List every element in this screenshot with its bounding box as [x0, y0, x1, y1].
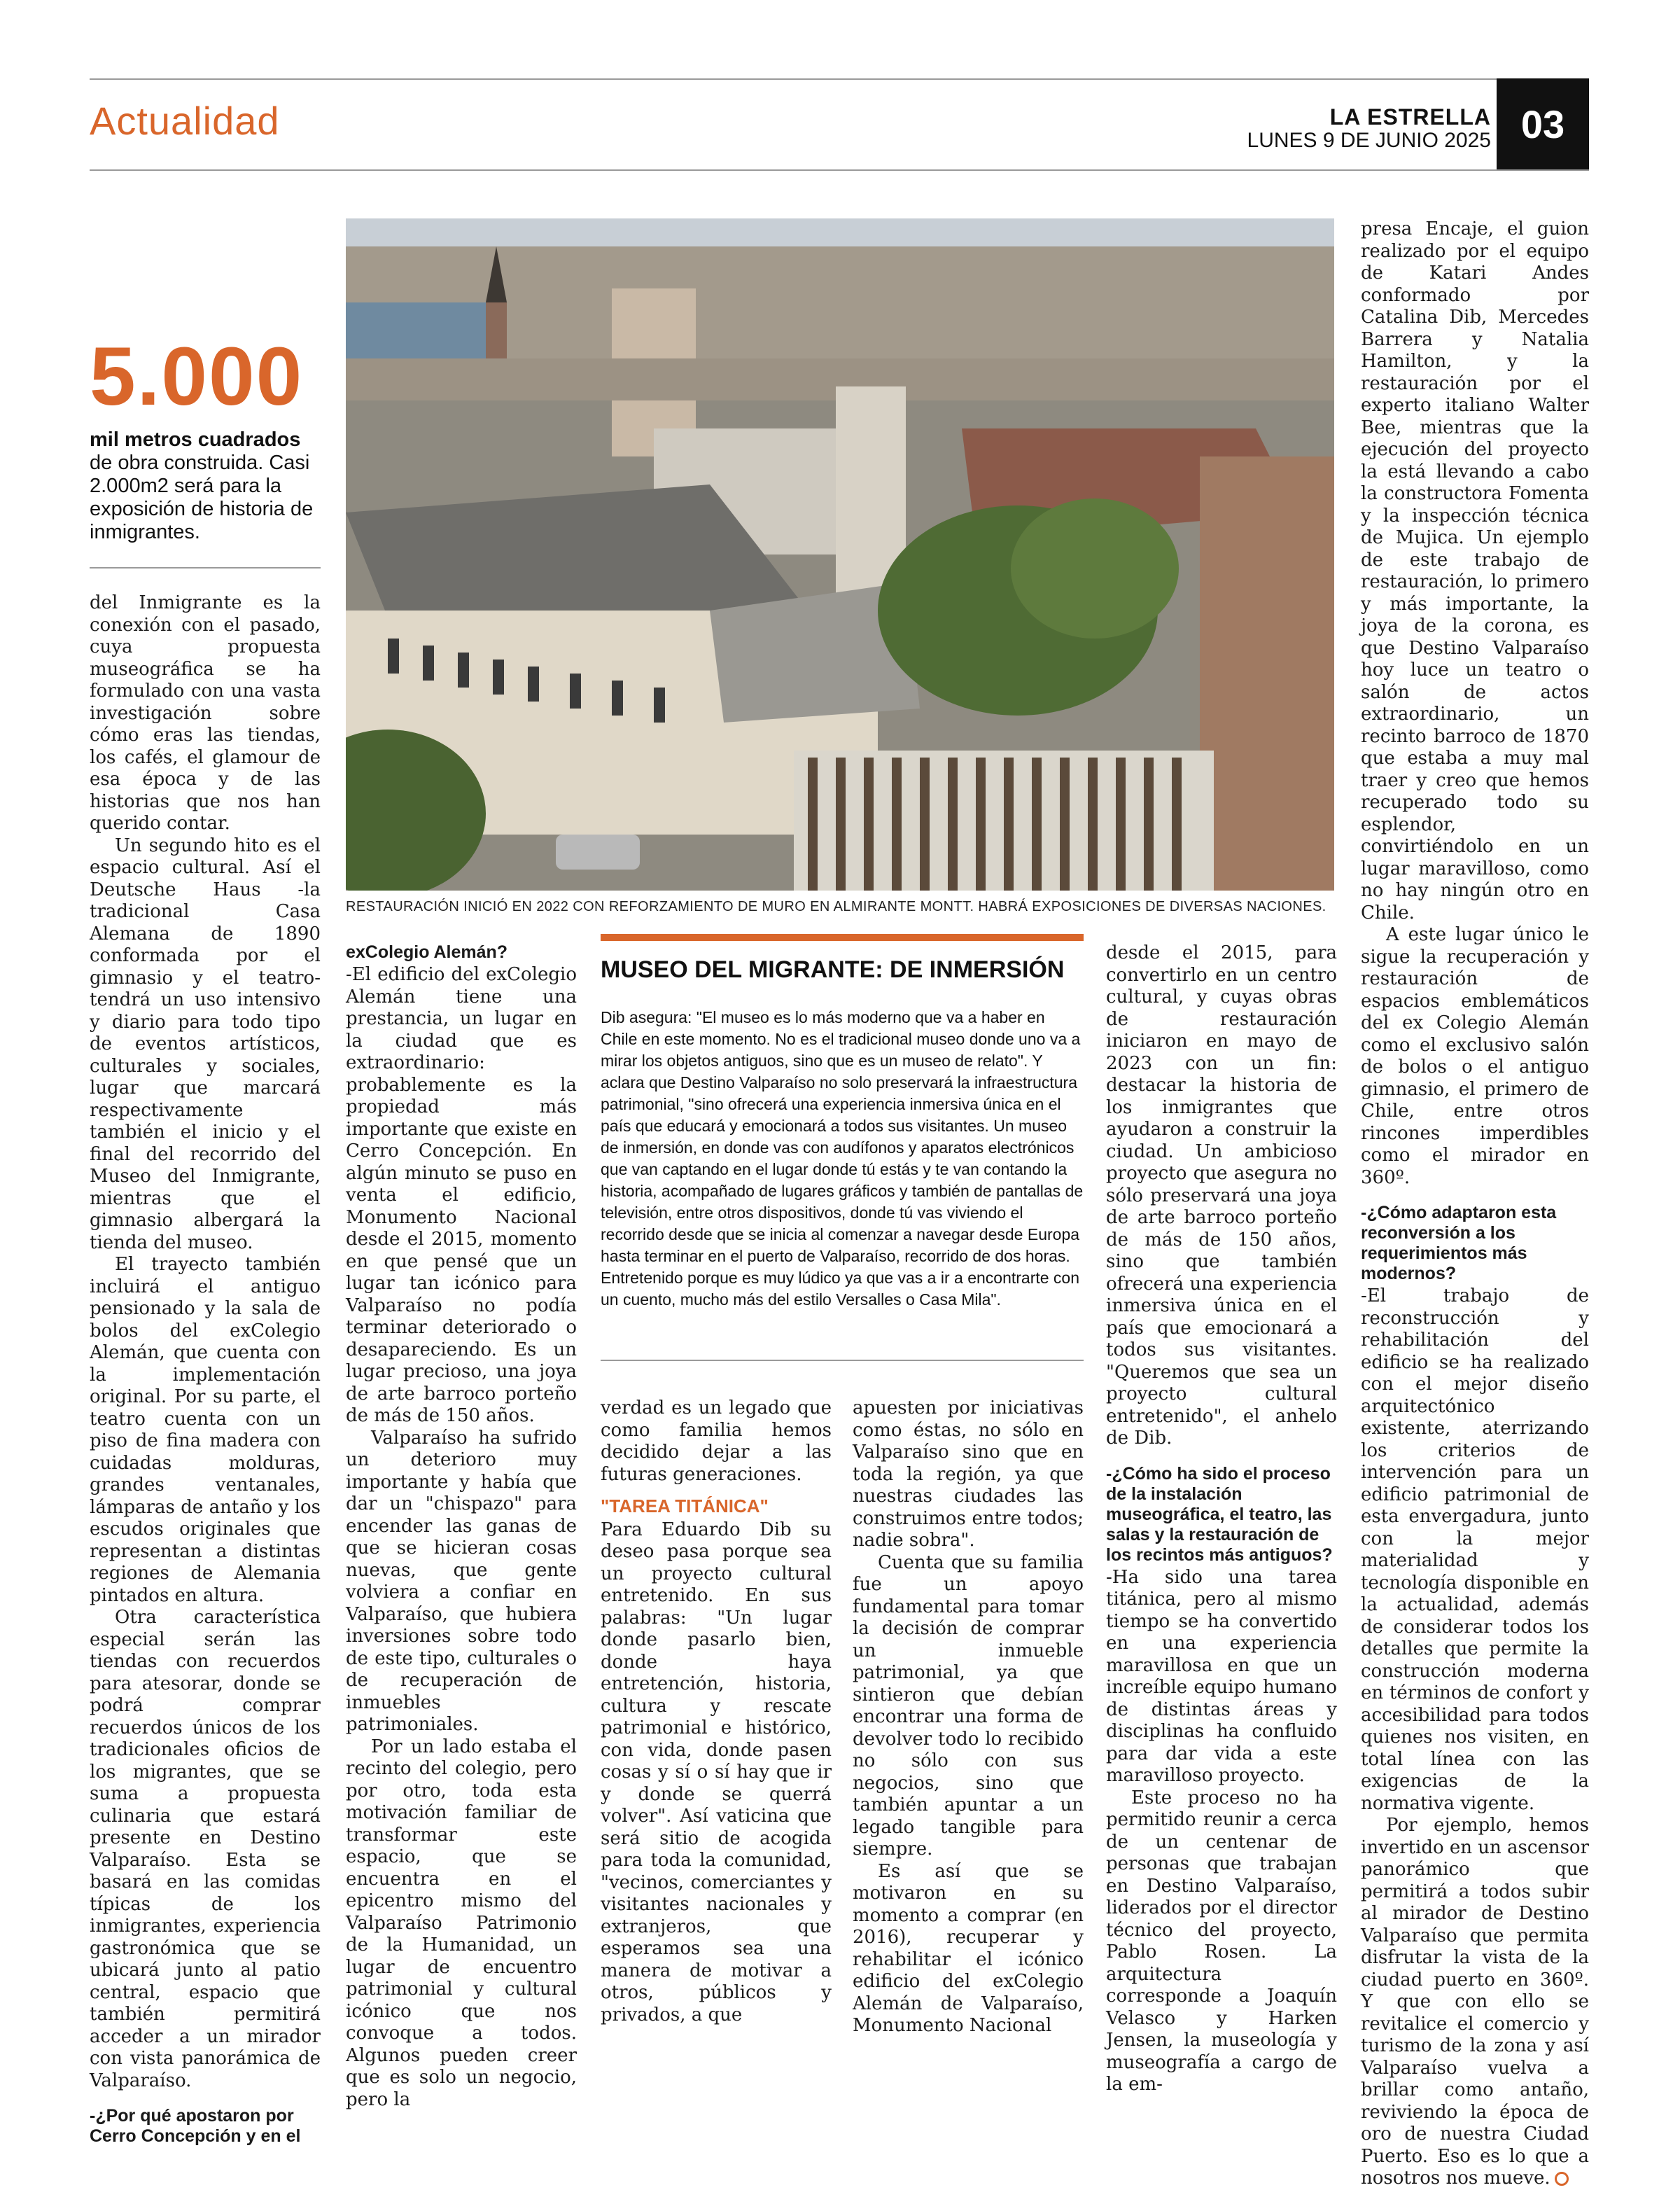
col4-paragraph: Es así que se motivaron en su momento a comprar (en 2016), recuperar y rehabilitar el icónico edificio del exColegio Alemán de Valparaíso, Monumento Nacional [853, 1860, 1084, 2036]
masthead [1247, 105, 1491, 153]
col1-paragraph: del Inmigrante es la conexión con el pasado, cuya propuesta museográfica se ha formulado con una vasta investigación sobre cómo eras las tiendas, los cafés, el glamour de esa época y de las historias que nos han querido contar. [90, 592, 321, 834]
col2-paragraph: -El edificio del exColegio Alemán tiene una prestancia, un lugar en la ciudad que es extraordinario: probablemente es la propiedad más importante que existe en Cerro Concepción. En algún minuto se puso en venta el edificio, Monumento Nacional desde el 2015, momento en que pensé que un lugar tan icónico para Valparaíso no podía terminar deteriorado o desapareciendo. Es un lugar precioso, una joya de arte barroco porteño de más de 150 años. [346, 964, 577, 1426]
col4-paragraph: apuesten por iniciativas como éstas, no sólo en Valparaíso sino que en toda la región, ya que nuestras ciudades las construimos entre todos; nadie sobra". [853, 1397, 1084, 1551]
paper-name: LA ESTRELLA [1329, 104, 1491, 130]
col6-final-text: Por ejemplo, hemos invertido en un ascensor panorámico que permitirá a todos subir al mirador de Destino Valparaíso que permita disfrutar la vista de la ciudad puerto en 360º. Y que con ello se revitalice el comercio y turismo de la zona y así Valparaíso vuelva a brillar como antaño, reviviendo la época de oro de nuestra Ciudad Puerto. Eso es lo que a nosotros nos mueve. [1361, 1815, 1590, 2189]
stat-caption [90, 428, 321, 544]
stat-divider [90, 567, 321, 569]
end-mark-icon [1555, 2172, 1569, 2186]
column-4 [853, 1397, 1084, 2037]
col5-question: -¿Cómo ha sido el proceso de la instalación museográfica, el teatro, las salas y la restauración de los recintos más antiguos? [1106, 1463, 1333, 1565]
issue-date: LUNES 9 DE JUNIO 2025 [1247, 129, 1491, 152]
stat-number: 5.000 [90, 330, 304, 423]
col6-question: -¿Cómo adaptaron esta reconversión a los requerimientos más modernos? [1361, 1203, 1557, 1283]
col2-paragraph: Valparaíso ha sufrido un deterioro muy importante y había que dar un "chispazo" para encender las ganas de que se hicieran cosas nuevas, que gente volviera a confiar en Valparaíso, que hubiera inversiones sobre todo de este tipo, culturales o de recuperación de inmuebles patrimoniales. [346, 1427, 577, 1735]
col6-paragraph: presa Encaje, el guion realizado por el equipo de Katari Andes conformado por Catalina Dib, Mercedes Barrera y Natalia Hamilton, y la restauración por el experto italiano Walter Bee, mientras que la ejecución del proyecto la está llevando a cabo la constructora Fomenta y la inspección técnica de Mujica. Un ejemplo de este trabajo de restauración, lo primero y más importante, la joya de la corona, es que Destino Valparaíso hoy luce un teatro o salón de actos extraordinario, un recinto barroco de 1870 que estaba a muy mal traer y creo que hemos recuperado todo su esplendor, convirtiéndolo en un lugar maravilloso, como no hay ningún otro en Chile. [1361, 218, 1589, 923]
col5-paragraph: Este proceso no ha permitido reunir a cerca de un centenar de personas que trabajan en Destino Valparaíso, liderados por el director técnico del proyecto, Pablo Rosen. La arquitectura corresponde a Joaquín Velasco y Harken Jensen, la museología y museografía a cargo de la em- [1106, 1787, 1337, 2095]
col1-paragraph: Otra característica especial serán las tiendas con recuerdos para atesorar, donde se podrá comprar recuerdos únicos de los tradicionales oficios de los migrantes, que se suma a propuesta culinaria que estará presente en Destino Valparaíso. Esta se basará en las comidas típicas de los inmigrantes, experiencia gastronómica que se ubicará junto al patio central, espacio que también permitirá acceder a un mirador con vista panorámica de Valparaíso. [90, 1607, 321, 2091]
page-number: 03 [1497, 78, 1589, 169]
box-accent-bar [601, 934, 1084, 941]
col2-paragraph: Por un lado estaba el recinto del colegio, pero por otro, toda esta motivación familiar de transformar este espacio, que se encuentra en el epicentro mismo del Valparaíso Patrimonio de la Humanidad, un lugar de encuentro patrimonial y cultural icónico que nos convoque a todos. Algunos pueden creer que es solo un negocio, pero la [346, 1736, 577, 2110]
col2-question-end: exColegio Alemán? [346, 942, 508, 962]
building-photo [346, 218, 1334, 891]
col4-paragraph: Cuenta que su familia fue un apoyo fundamental para tomar la decisión de comprar un inmueble patrimonial, ya que sintieron que debían encontrar una forma de devolver todo lo recibido no sólo con sus negocios, sino que también apuntar a un legado tangible para siempre. [853, 1551, 1084, 1860]
column-5 [1106, 942, 1337, 2096]
col3-subhead: "TAREA TITÁNICA" [601, 1495, 769, 1516]
col6-paragraph [1361, 1815, 1589, 2190]
box-bottom-rule [601, 1360, 1084, 1361]
stat-caption-bold: mil metros cuadrados [90, 428, 301, 451]
photo-caption: RESTAURACIÓN INICIÓ EN 2022 CON REFORZAMIENTO DE MURO EN ALMIRANTE MONTT. HABRÁ EXPOSICIONES DE DIVERSAS NACIONES. [346, 899, 1326, 914]
box-title: MUSEO DEL MIGRANTE: DE INMERSIÓN [601, 956, 1065, 983]
col3-paragraph: Para Eduardo Dib su deseo pasa porque sea un proyecto cultural entretenido. En sus palabras: "Un lugar donde pasarlo bien, donde haya entretención, historia, cultura y rescate patrimonial e histórico, con vida, donde pasen cosas y sí o sí hay que ir y donde se querrá volver". Así vaticina que será sitio de acogida para toda la comunidad, "vecinos, comerciantes y visitantes nacionales y extranjeros, que esperamos sea una manera de motivar a otros, públicos y privados, a que [601, 1519, 832, 2025]
column-3 [601, 1397, 832, 2026]
col1-paragraph: El trayecto también incluirá el antiguo pensionado y la sala de bolos del exColegio Alemán, que cuenta con la implementación original. Por su parte, el teatro cuenta con un piso de fina madera con cuidadas molduras, grandes ventanales, lámparas de antaño y los escudos originales que representan a distintas regiones de Alemania pintados en altura. [90, 1254, 321, 1606]
col3-paragraph: verdad es un legado que como familia hemos decidido dejar a las futuras generaciones. [601, 1397, 832, 1485]
column-2 [346, 942, 577, 2111]
col5-paragraph: -Ha sido una tarea titánica, pero al mismo tiempo se ha convertido en una experiencia maravillosa en que un increíble equipo humano de distintas áreas y disciplinas ha confluido para dar vida a este maravilloso proyecto. [1106, 1566, 1337, 1786]
col6-paragraph: -El trabajo de reconstrucción y rehabilitación del edificio se ha realizado con el mejor diseño arquitectónico existente, aterrizando los criterios de intervención para un edificio patrimonial de esta envergadura, junto con la mejor materialidad y tecnología disponible en la actualidad, además de considerar todos los detalles que permite la construcción moderna en términos de confort y accesibilidad para todos quienes nos visiten, en total línea con las exigencias de la normativa vigente. [1361, 1285, 1589, 1814]
building-photo-illustration [346, 218, 1334, 891]
header-bottom-rule [90, 169, 1589, 171]
column-1 [90, 592, 321, 2148]
column-6 [1361, 218, 1589, 2190]
col1-question: -¿Por qué apostaron por Cerro Concepción y en el [90, 2106, 301, 2146]
header-top-rule [90, 78, 1497, 80]
col1-paragraph: Un segundo hito es el espacio cultural. Así el Deutsche Haus -la tradicional Casa Alemana de 1890 conformada por el gimnasio y el teatro- tendrá un uso intensivo y diario para todo tipo de eventos artísticos, culturales y sociales, lugar que marcará respectivamente también el inicio y el final del recorrido del Museo del Inmigrante, mientras que el gimnasio albergará la tienda del museo. [90, 835, 321, 1253]
stat-caption-rest: de obra construida. Casi 2.000m2 será para la exposición de historia de inmigrantes. [90, 452, 314, 543]
section-label: Actualidad [90, 99, 280, 143]
box-body: Dib asegura: "El museo es lo más moderno que va a haber en Chile en este momento. No es el tradicional museo donde uno va a mirar los objetos antiguos, sino que es un museo de relato". Y aclara que Destino Valparaíso no solo preservará la infraestructura patrimonial, "sino ofrecerá una experiencia inmersiva única en el país que educará y emocionará a todos sus visitantes. Un museo de inmersión, en donde vas con audífonos y aparatos electrónicos que van captando en el lugar donde tú estás y te van contando la historia, acompañado de lugares gráficos y también de pantallas de televisión, entre otros dispositivos, donde tú vas viviendo el recorrido desde que se inicia al comenzar a navegar desde Europa hasta terminar en el puerto de Valparaíso, recorrido de dos horas. Entretenido porque es muy lúdico ya que vas a ir a encontrarte con un cuento, mucho más del estilo Versalles o Casa Mila". [601, 1008, 1084, 1309]
col6-paragraph: A este lugar único le sigue la recuperación y restauración de espacios emblemáticos del ex Colegio Alemán como el exclusivo salón de bolos o el antiguo gimnasio, el primero de Chile, entre otros rincones imperdibles como el mirador en 360º. [1361, 924, 1589, 1188]
col5-paragraph: desde el 2015, para convertirlo en un centro cultural, y cuyas obras de restauración iniciaron en mayo de 2023 con un fin: destacar la historia de los inmigrantes que ayudaron a construir la ciudad. Un ambicioso proyecto que asegura no sólo preservará una joya de arte barroco porteño de más de 150 años, sino que también ofrecerá una experiencia inmersiva única en el país que emocionará a todos sus visitantes. "Queremos que sea un proyecto cultural entretenido", el anhelo de Dib. [1106, 942, 1337, 1449]
